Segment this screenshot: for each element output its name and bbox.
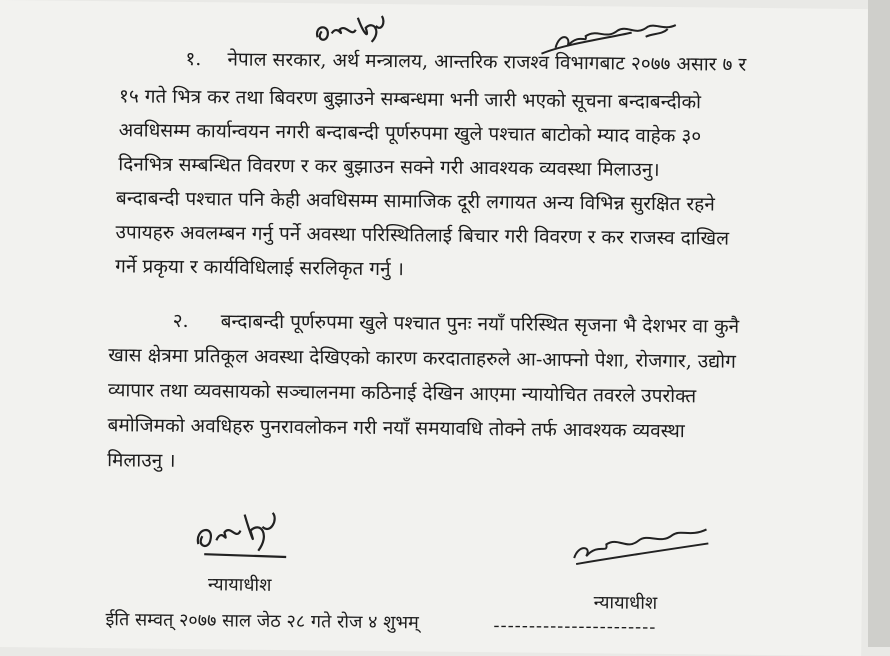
paragraph-2-line-5: मिलाउनु । <box>107 449 176 472</box>
paragraph-2-line-4: बमोजिमको अवधिहरु पुनरावलोकन गरी नयाँ समयावधि तोक्ने तर्फ आवश्यक व्यवस्था <box>107 414 685 443</box>
paragraph-1-line-2: १५ गते भित्र कर तथा बिवरण बुझाउने सम्बन्धमा भनी जारी भएको सूचना बन्दाबन्दीको <box>118 85 702 114</box>
right-judge-signature <box>568 514 719 572</box>
right-judge-title: न्यायाधीश <box>593 592 658 614</box>
paragraph-1-line-7: गर्ने प्रकृया र कार्यविधिलाई सरलिकृत गर्नु । <box>115 255 404 281</box>
paragraph-2-line-2: खास क्षेत्रमा प्रतिकूल अवस्था देखिएको कारण करदाताहरुले आ-आफ्नो पेशा, रोजगार, उद्योग <box>108 344 736 373</box>
paragraph-1-line-6: उपायहरु अवलम्बन गर्नु पर्ने अवस्था परिस्थितिलाई बिचार गरी विवरण र कर राजस्व दाखिल <box>115 221 730 250</box>
paragraph-2-line-1: बन्दाबन्दी पूर्णरुपमा खुले पश्चात पुनः नयाँ परिस्थित सृजना भै देशभर वा कुनै <box>220 310 740 338</box>
signature-blank-line: ----------------------- <box>493 615 657 638</box>
scan-edge <box>868 0 890 647</box>
top-initial-signature <box>312 9 392 50</box>
paragraph-2-number: २. <box>172 309 189 332</box>
date-line: ईति सम्वत् २०७७ साल जेठ २८ गते रोज ४ शुभम् <box>105 609 419 634</box>
paragraph-1-line-5: बन्दाबन्दी पश्चात पनि केही अवधिसम्म सामाजिक दूरी लगायत अन्य विभिन्न सुरक्षित रहने <box>115 187 715 216</box>
paragraph-1-number: १. <box>185 47 202 71</box>
paragraph-1-line-3: अवधिसम्म कार्यान्वयन नगरी बन्दाबन्दी पूर्णरुपमा खुले पश्चात बाटोको म्याद वाहेक ३० <box>118 119 702 148</box>
left-judge-title: न्यायाधीश <box>207 574 272 596</box>
paragraph-1-line-4: दिनभित्र सम्बन्धित विवरण र कर बुझाउन सक्ने गरी आवश्यक व्यवस्था मिलाउनु। <box>118 153 660 181</box>
paragraph-1-line-1: नेपाल सरकार, अर्थ मन्त्रालय, आन्तरिक राजश्व विभागबाट २०७७ असार ७ र <box>227 48 747 76</box>
paragraph-2-line-3: व्यापार तथा व्यवसायको सञ्चालनमा कठिनाई देखिन आएमा न्यायोचित तवरले उपरोक्त <box>107 379 697 408</box>
left-judge-signature <box>190 504 311 565</box>
